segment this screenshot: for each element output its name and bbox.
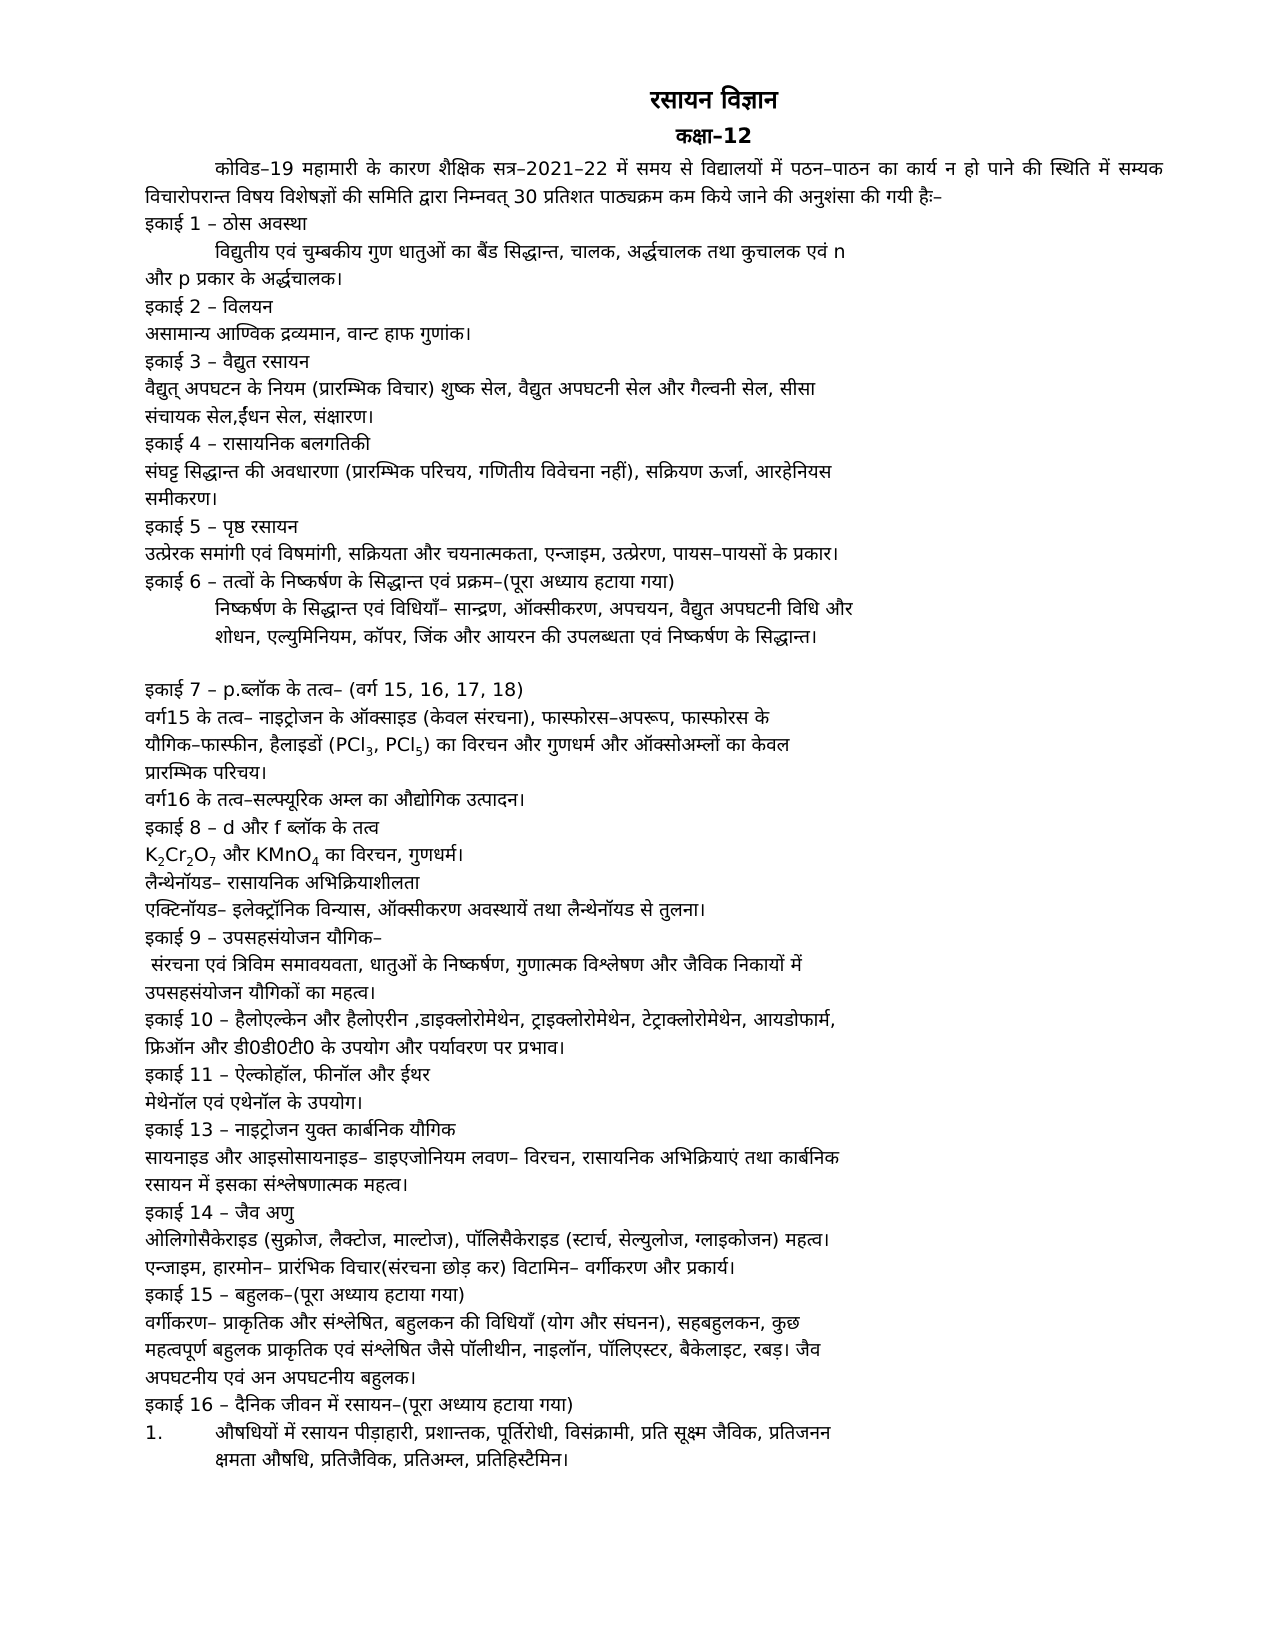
unit-7-text: वर्ग15 के तत्व– नाइट्रोजन के ऑक्साइड (केवल संरचना), फास्फोरस–अपरूप, फास्फोरस के <box>145 706 770 729</box>
unit-10-text: इकाई 10 – हैलोएल्केन और हैलोएरीन ,डाइक्लोरोमेथेन, ट्राइक्लोरोमेथेन, टेट्राक्लोरोमेथेन, आयडोफार्म, <box>145 1009 836 1031</box>
unit-6-text-cont: शोधन, एल्युमिनियम, कॉपर, जिंक और आयरन की उपलब्धता एवं निष्कर्षण के सिद्धान्त। <box>215 625 818 648</box>
unit-7-text-post: ) का विरचन और गुणधर्म और ऑक्सोअम्लों का केवल <box>422 734 790 756</box>
unit-10-text-cont: फ्रिऑन और डी0डी0टी0 के उपयोग और पर्यावरण पर प्रभाव। <box>145 1036 565 1059</box>
formula-cr: Cr <box>165 844 187 866</box>
unit-13-heading: इकाई 13 – नाइट्रोजन युक्त कार्बनिक यौगिक <box>145 1119 456 1141</box>
unit-2-text: असामान्य आण्विक द्रव्यमान, वान्ट हाफ गुणांक। <box>145 323 472 345</box>
unit-4-heading: इकाई 4 – रासायनिक बलगतिकी <box>145 433 371 455</box>
unit-5-heading: इकाई 5 – पृष्ठ रसायन <box>145 515 299 538</box>
unit-3-text-cont: संचायक सेल,ईंधन सेल, संक्षारण। <box>145 405 374 428</box>
item-number: 1. <box>145 1421 164 1444</box>
unit-15-text-cont: महत्वपूर्ण बहुलक प्राकृतिक एवं संश्लेषित जैसे पॉलीथीन, नाइलॉन, पॉलिएस्टर, बैकेलाइट, रबड़। जैव <box>145 1339 821 1361</box>
unit-7-text-c: प्रारम्भिक परिचय। <box>145 761 267 784</box>
unit-6-text: निष्कर्षण के सिद्धान्त एवं विधियाँ– सान्द्रण, ऑक्सीकरण, अपचयन, वैद्युत अपघटनी विधि और <box>215 598 853 620</box>
unit-8-text-b: लैन्थेनॉयड– रासायनिक अभिक्रियाशीलता <box>145 871 420 894</box>
formula-sub-7: 7 <box>208 854 217 869</box>
unit-1-text-cont: और p प्रकार के अर्द्धचालक। <box>145 268 343 290</box>
formula-rest: का विरचन, गुणधर्म। <box>319 844 464 866</box>
unit-16-item-1 <box>145 1420 1163 1448</box>
formula-sub-2a: 2 <box>157 854 166 869</box>
unit-15-text: वर्गीकरण– प्राकृतिक और संश्लेषित, बहुलकन की विधियाँ (योग और संघनन), सहबहुलकन, कुछ <box>145 1311 800 1334</box>
section-gap <box>145 651 1163 677</box>
formula-and-kmno: और KMnO <box>216 844 312 866</box>
unit-5-text: उत्प्रेरक समांगी एवं विषमांगी, सक्रियता और चयनात्मकता, एन्जाइम, उत्प्रेरण, पायस–पायसों के प्रकार। <box>145 543 839 565</box>
unit-1-heading: इकाई 1 – ठोस अवस्था <box>145 213 307 235</box>
unit-7-text-pre: यौगिक–फास्फीन, हैलाइडों (PCl <box>145 734 366 756</box>
formula-sub-4: 4 <box>311 854 320 869</box>
formula-o: O <box>193 844 209 866</box>
unit-7-text-d: वर्ग16 के तत्व–सल्फ्यूरिक अम्ल का औद्योगिक उत्पादन। <box>145 789 525 811</box>
unit-13-text: सायनाइड और आइसोसायनाइड– डाइएजोनियम लवण– विरचन, रासायनिक अभिक्रियाएं तथा कार्बनिक <box>145 1146 840 1169</box>
unit-8-heading: इकाई 8 – d और f ब्लॉक के तत्व <box>145 816 380 839</box>
unit-9-text: संरचना एवं त्रिविम समावयवता, धातुओं के निष्कर्षण, गुणात्मक विश्लेषण और जैविक निकायों में <box>145 954 802 976</box>
unit-4-text: संघट्ट सिद्धान्त की अवधारणा (प्रारम्भिक परिचय, गणितीय विवेचना नहीं), सक्रियण ऊर्जा, आरहेनियस <box>145 460 832 483</box>
pcl5-subscript: 5 <box>415 744 423 759</box>
unit-16-item-1-text: औषधियों में रसायन पीड़ाहारी, प्रशान्तक, पूर्तिरोधी, विसंक्रामी, प्रति सूक्ष्म जैविक, प्रतिजनन <box>215 1421 831 1444</box>
unit-8-text-c: एक्टिनॉयड– इलेक्ट्रॉनिक विन्यास, ऑक्सीकरण अवस्थायें तथा लैन्थेनॉयड से तुलना। <box>145 899 706 921</box>
unit-4-text-cont: समीकरण। <box>145 488 218 510</box>
unit-2-heading: इकाई 2 – विलयन <box>145 295 273 318</box>
unit-7-heading: इकाई 7 – p.ब्लॉक के तत्व– (वर्ग 15, 16, 17, 18) <box>145 679 524 701</box>
class-label: कक्षा–12 <box>675 124 753 148</box>
document-title: रसायन विज्ञान <box>650 85 778 114</box>
unit-8-formula-line <box>145 842 1163 870</box>
unit-7-text-formula <box>145 732 1163 760</box>
formula-k: K <box>145 844 158 866</box>
pcl3-subscript: 3 <box>365 744 374 759</box>
unit-3-text: वैद्युत् अपघटन के नियम (प्रारम्भिक विचार) शुष्क सेल, वैद्युत अपघटनी सेल और गैल्वनी सेल, सीसा <box>145 378 816 400</box>
unit-14-text: ओलिगोसैकेराइड (सुक्रोज, लैक्टोज, माल्टोज), पॉलिसैकेराइड (स्टार्च, सेल्युलोज, ग्लाइकोजन) महत्व। <box>145 1229 830 1251</box>
unit-13-text-cont: रसायन में इसका संश्लेषणात्मक महत्व। <box>145 1174 409 1196</box>
unit-14-text-cont: एन्जाइम, हारमोन– प्रारंभिक विचार(संरचना छोड़ कर) विटामिन– वर्गीकरण और प्रकार्य। <box>145 1256 736 1279</box>
unit-11-heading: इकाई 11 – ऐल्कोहॉल, फीनॉल और ईथर <box>145 1064 430 1086</box>
unit-11-text: मेथेनॉल एवं एथेनॉल के उपयोग। <box>145 1091 363 1114</box>
unit-16-item-1-cont: क्षमता औषधि, प्रतिजैविक, प्रतिअम्ल, प्रतिहिस्टैमिन। <box>215 1449 569 1471</box>
formula-sub-2b: 2 <box>186 854 194 869</box>
unit-9-heading: इकाई 9 – उपसहसंयोजन यौगिक– <box>145 926 383 949</box>
unit-6-heading: इकाई 6 – तत्वों के निष्कर्षण के सिद्धान्त एवं प्रक्रम–(पूरा अध्याय हटाया गया) <box>145 570 675 593</box>
unit-14-heading: इकाई 14 – जैव अणु <box>145 1201 294 1224</box>
unit-15-heading: इकाई 15 – बहुलक–(पूरा अध्याय हटाया गया) <box>145 1284 466 1306</box>
unit-16-heading: इकाई 16 – दैनिक जीवन में रसायन–(पूरा अध्याय हटाया गया) <box>145 1394 574 1416</box>
unit-1-text: विद्युतीय एवं चुम्बकीय गुण धातुओं का बैंड सिद्धान्त, चालक, अर्द्धचालक तथा कुचालक एवं n <box>215 240 846 263</box>
unit-7-text-mid: , PCl <box>373 734 416 756</box>
unit-9-text-cont: उपसहसंयोजन यौगिकों का महत्व। <box>145 981 376 1004</box>
unit-3-heading: इकाई 3 – वैद्युत रसायन <box>145 350 310 373</box>
intro-paragraph: कोविड–19 महामारी के कारण शैक्षिक सत्र–2021–22 में समय से विद्यालयों में पठन–पाठन का कार्य न हो पाने की स्थिति में सम्यक विचारोपरान्त विषय विशेषज्ञों की समिति द्वारा निम्नवत् 30 प्रतिशत पाठ्यक्रम कम किये जाने की अनुशंसा की गयी हैः– <box>145 158 1163 208</box>
unit-15-text-cont-2: अपघटनीय एवं अन अपघटनीय बहुलक। <box>145 1366 417 1389</box>
